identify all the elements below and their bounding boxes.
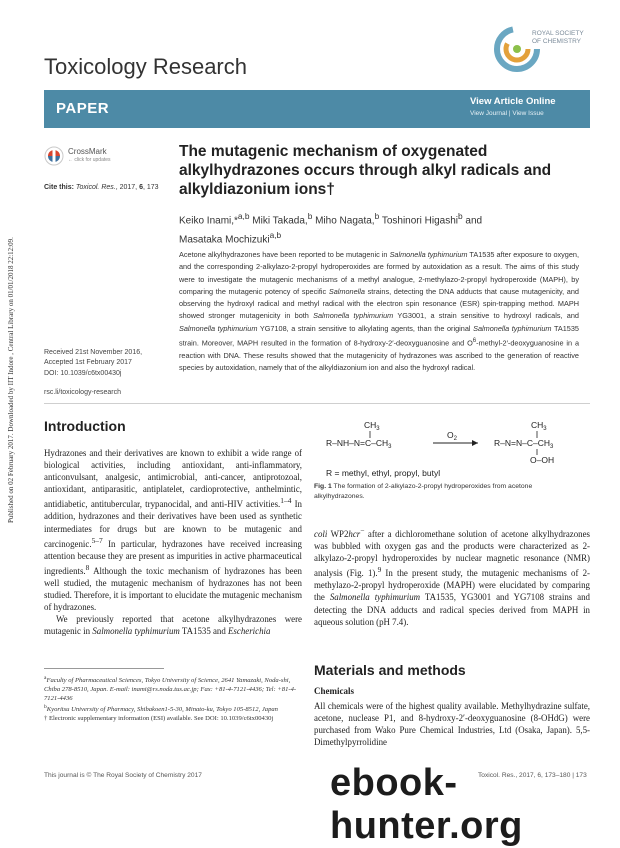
scheme-reactant: $R-NH-N=C-CH_3$ bbox=[326, 438, 392, 450]
section-divider bbox=[44, 403, 590, 404]
footnote-divider bbox=[44, 668, 164, 669]
affiliations bbox=[44, 674, 302, 724]
intro-paragraph: We previously reported that acetone alkylhydrazones were mutagenic in Salmonella typhimurium TA1535 and Escherichia bbox=[44, 614, 302, 637]
introduction-heading: Introduction bbox=[44, 418, 126, 434]
watermark: ebook-hunter.org bbox=[330, 762, 523, 847]
figure-caption: Fig. 1 The formation of 2-alkylazo-2-propyl hydroperoxides from acetone alkylhydrazones. bbox=[314, 483, 533, 500]
intro-paragraph: Hydrazones and their derivatives are known to exhibit a wide range of biological activities, including antioxidant, anti-inflammatory, anticonvulsant, analgesic, antimicrobial, anti-cancer, antiprotozoal, antioxidant, antiparasitic, antiplatelet, cardioprotective, anthelmintic, antidiabetic, antitubercular, trypanocidal, and anti-HIV activities.$^{1-4}$ In addition, hydrazones and their derivatives have been used as synthetic intermediates for drugs but are known to be mutagenic and carcinogenic.$^{5-7}$ In particular, hydrazones have received increasing attention because they are present as impurities in active pharmaceutical ingredients.$^8$ Although the toxic mechanism of hydrazones has been well studied, the mutagenic mechanism of hydrazones has not been studied. Therefore, it is important to elucidate the mutagenic mechanism of hydrazones. bbox=[44, 448, 302, 613]
article-title: The mutagenic mechanism of oxygenated alkylhydrazones occurs through alkyl radicals and alkyldiazonium ions† bbox=[179, 143, 552, 198]
scheme-reagent: $O_2$ bbox=[447, 430, 457, 442]
view-journal-issue-links[interactable]: View Journal | View Issue bbox=[470, 110, 544, 117]
crossmark-badge[interactable] bbox=[44, 146, 139, 166]
crossmark-label: CrossMark bbox=[68, 147, 107, 156]
reaction-scheme bbox=[314, 418, 590, 480]
scheme-arrowhead bbox=[472, 440, 478, 446]
introduction-continued: coli WP2hcr− after a dichloromethane solution of acetone alkylhydrazones was bubbled with oxygen gas and the products were characterized as 2-alkylazo-2-propyl hydroperoxides by nuclear magnetic resonance (NMR) analysis (Fig. 1).$^9$ In the present study, the mutagenic mechanisms of 2-methylazo-2-propyl hydroperoxide (MAPH) were elucidated by comparing the Salmonella typhimurium TA1535, YG3001 and YG7108 strains and detecting the DNA adducts and radical species derived from MAPH in aqueous solution (pH 7.4). bbox=[314, 526, 591, 627]
page-footer: Toxicol. Res., 2017, 6, 173–180 | 173 bbox=[478, 772, 587, 779]
view-article-online-link[interactable]: View Article Online bbox=[470, 96, 556, 107]
scheme-ch3-right: $CH_3$ bbox=[531, 420, 547, 432]
methods-heading: Materials and methods bbox=[314, 662, 466, 678]
affiliation-b: $^b$Kyoritsu University of Pharmacy, Shibakoen1-5-30, Minato-ku, Tokyo 105-8512, Japan bbox=[44, 704, 278, 714]
introduction-text bbox=[44, 447, 302, 637]
citation: Cite this: Toxicol. Res., 2017, 6, 173 bbox=[44, 184, 159, 191]
scheme-peroxide: O–OH bbox=[530, 455, 555, 465]
affiliation-a: $^a$Faculty of Pharmaceutical Sciences, Tokyo University of Science, 2641 Yamazaki, Noda-shi, Chiba 278-8510, Japan. E-mail: inami@rs.noda.tus.ac.jp; Fax: +81-4-7121-4436; Tel: +81-4-7121-4436 bbox=[44, 675, 297, 702]
scheme-product: $R-N=N-C-CH_3$ bbox=[494, 438, 554, 450]
copyright-footer: This journal is © The Royal Society of Chemistry 2017 bbox=[44, 772, 202, 779]
abstract: Acetone alkylhydrazones have been reported to be mutagenic in Salmonella typhimurium TA1535 after exposure to oxygen, and the corresponding 2-alkylazo-2-propyl hydroperoxides are formed by autoxidation as a result. The aims of this study were to investigate the mutagenic mechanisms of a methyl analogue, 2-methylazo-2-propyl hydroperoxide (MAPH), by comparing the mutagenic potency of specific Salmonella strains, detecting the DNA adducts that cause mutagenicity, and observing the hydroxyl radical and methyl radical with the electron spin resonance (ESR) spin-trapping method. MAPH showed stronger mutagenicity in both Salmonella typhimurium YG3001, a strain sensitive to hydroxyl radicals, and Salmonella typhimurium YG7108, a strain sensitive to alkylating agents, than the original Salmonella typhimurium TA1535 strain. Moreover, MAPH resulted in the formation of 8-hydroxy-2′-deoxyguanosine and $O^6-methyl-2'$-deoxyguanosine in a reaction with DNA. These results showed that the mutagenicity of hydrazones was ascribed to the generation of reactive species by autoxidation, namely that of the alkyldiazonium ion and also the hydroxyl radical. bbox=[179, 250, 580, 373]
journal-link[interactable]: rsc.li/toxicology-research bbox=[44, 389, 122, 396]
author-list: Keiko Inami,*$^{a,b}$ Miki Takada,$^b$ Miho Nagata,$^b$ Toshinori Higashi$^b$ and Masataka Mochizuki$^{a,b}$ bbox=[179, 211, 483, 246]
chemicals-subheading: Chemicals bbox=[314, 686, 354, 696]
chemicals-text: All chemicals were of the highest quality available. Methylhydrazine sulfate, acetone, nuclease P1, and 8-hydroxy-2′-deoxyguanosine (8-OHdG) were purchased from Wako Pure Chemical Industries, Ltd (Osaka, Japan). 5,5-Dimethylpyrrolidine bbox=[314, 701, 590, 748]
article-history: Received 21st November 2016, Accepted 1st February 2017 DOI: 10.1039/c6tx00430j bbox=[44, 348, 142, 379]
article-type-label: PAPER bbox=[56, 100, 110, 117]
crossmark-icon bbox=[44, 146, 64, 166]
scheme-ch3-left: $CH_3$ bbox=[364, 420, 380, 432]
download-sidebar-text: Published on 02 February 2017. Downloaded by IIT Indore , Central Library on 01/01/2018 22:12:09. bbox=[7, 237, 15, 523]
rsc-wordmark: ROYAL SOCIETY OF CHEMISTRY bbox=[532, 30, 584, 45]
doi: DOI: 10.1039/c6tx00430j bbox=[44, 369, 122, 377]
crossmark-sublabel: ← click for updates bbox=[68, 157, 111, 163]
scheme-r-groups: R = methyl, ethyl, propyl, butyl bbox=[326, 468, 441, 478]
esi-note: † Electronic supplementary information (ESI) available. See DOI: 10.1039/c6tx00430j bbox=[44, 715, 274, 723]
journal-title[interactable]: Toxicology Research bbox=[44, 54, 247, 79]
figure-label: Fig. 1 bbox=[314, 483, 332, 490]
